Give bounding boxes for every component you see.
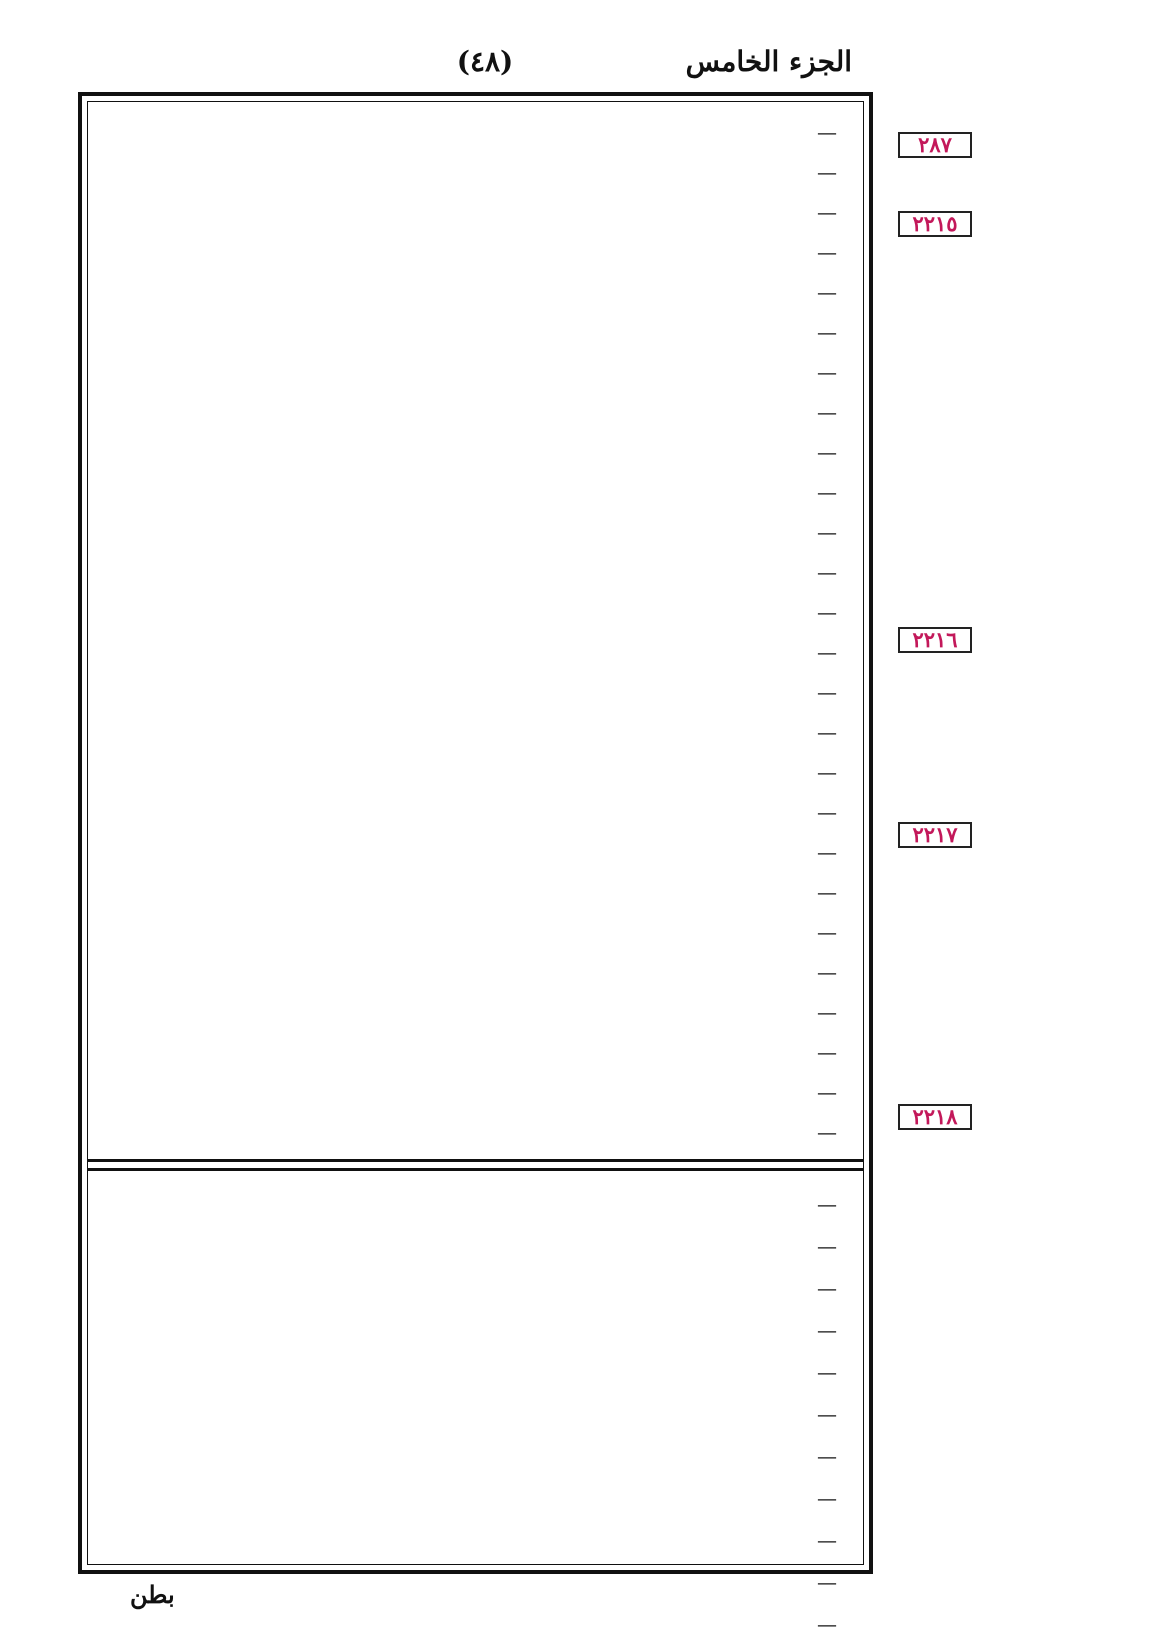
main-text-line: — — [817, 1120, 837, 1144]
commentary-line: — — [817, 1486, 837, 1510]
main-text-line: — — [817, 200, 837, 224]
commentary-line: — — [817, 1402, 837, 1426]
commentary-line: — — [817, 1444, 837, 1468]
section-divider — [88, 1168, 863, 1171]
main-text-line: — — [817, 520, 837, 544]
main-text-line: — — [817, 160, 837, 184]
main-text-line: — — [817, 1040, 837, 1064]
main-text-line: — — [817, 120, 837, 144]
main-text-line: — — [817, 480, 837, 504]
main-text-line: — — [817, 600, 837, 624]
hadith-number-box: ٢٨٧ — [898, 132, 972, 158]
main-text-line: — — [817, 280, 837, 304]
main-text-line: — — [817, 440, 837, 464]
main-text-line: — — [817, 880, 837, 904]
main-text-line: — — [817, 1080, 837, 1104]
main-text-line: — — [817, 840, 837, 864]
commentary-line: — — [817, 1234, 837, 1258]
main-text-line: — — [817, 640, 837, 664]
hadith-number-box: ٢٢١٦ — [898, 627, 972, 653]
commentary-line: — — [817, 1612, 837, 1636]
main-text — [88, 102, 863, 1159]
hadith-number-box: ٢٢١٨ — [898, 1104, 972, 1130]
main-text-line: — — [817, 800, 837, 824]
volume-title: الجزء الخامس — [685, 45, 852, 78]
main-text-line: — — [817, 720, 837, 744]
hadith-number-box: ٢٢١٥ — [898, 211, 972, 237]
hadith-number-box: ٢٢١٧ — [898, 822, 972, 848]
main-text-line: — — [817, 760, 837, 784]
section-divider — [88, 1159, 863, 1162]
commentary-line: — — [817, 1276, 837, 1300]
main-text-line: — — [817, 560, 837, 584]
main-text-line: — — [817, 680, 837, 704]
page-number: (٤٨) — [456, 45, 514, 78]
main-text-line: — — [817, 920, 837, 944]
commentary-line: — — [817, 1570, 837, 1594]
commentary-line: — — [817, 1192, 837, 1216]
commentary-line: — — [817, 1318, 837, 1342]
main-text-line: — — [817, 320, 837, 344]
catchword: بطن — [130, 1580, 175, 1609]
main-text-line: — — [817, 360, 837, 384]
commentary-line: — — [817, 1528, 837, 1552]
main-text-line: — — [817, 1000, 837, 1024]
commentary — [88, 1175, 863, 1645]
commentary-line: — — [817, 1360, 837, 1384]
main-text-line: — — [817, 240, 837, 264]
main-text-line: — — [817, 960, 837, 984]
main-text-line: — — [817, 400, 837, 424]
